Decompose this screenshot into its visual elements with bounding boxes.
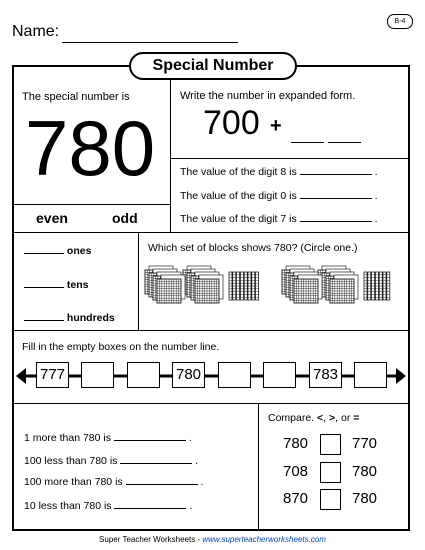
- more-less-row: 10 less than 780 is .: [24, 500, 193, 512]
- worksheet-title: Special Number: [129, 52, 297, 80]
- number-line-box[interactable]: [127, 362, 160, 388]
- ten-rod-block: [372, 272, 375, 300]
- number-line-box: 777: [36, 362, 69, 388]
- divider-v2: [138, 232, 139, 330]
- place-value-tens: tens: [24, 279, 89, 291]
- compare-left-value: 780: [283, 435, 309, 452]
- place-value-ones: ones: [24, 245, 91, 257]
- compare-answer-box[interactable]: [320, 434, 341, 455]
- place-value-hundreds: hundreds: [24, 312, 115, 324]
- odd-option[interactable]: odd: [112, 210, 138, 226]
- number-line-box[interactable]: [81, 362, 114, 388]
- ten-rod-block: [256, 272, 259, 300]
- hundred-flat-block: [294, 275, 322, 303]
- digit-value-row: The value of the digit 0 is .: [180, 190, 378, 202]
- number-line: [14, 362, 409, 390]
- ten-rod-block: [229, 272, 232, 300]
- name-label: Name:: [12, 23, 60, 40]
- even-option[interactable]: even: [36, 210, 68, 226]
- expanded-form-hundreds: 700: [203, 104, 260, 142]
- expanded-plus-sign: +: [270, 115, 282, 137]
- expanded-ones-blank[interactable]: [328, 142, 361, 143]
- compare-left-value: 870: [283, 490, 309, 507]
- number-line-box[interactable]: [354, 362, 387, 388]
- answer-blank[interactable]: [24, 287, 64, 288]
- footer-link[interactable]: www.superteacherworksheets.com: [202, 535, 326, 544]
- base-ten-blocks-set-b[interactable]: [280, 262, 402, 322]
- answer-blank[interactable]: [114, 508, 186, 509]
- divider-h2: [14, 330, 409, 331]
- digit-value-row: The value of the digit 8 is .: [180, 166, 378, 178]
- divider-v3: [258, 403, 259, 530]
- footer: Super Teacher Worksheets - www.superteacherworksheets.com: [99, 535, 326, 544]
- more-less-row: 100 more than 780 is .: [24, 476, 204, 488]
- divider-even-odd: [14, 204, 170, 205]
- divider-h3: [14, 403, 409, 404]
- hundred-flat-block: [157, 275, 185, 303]
- compare-left-value: 708: [283, 463, 309, 480]
- expanded-form-instruction: Write the number in expanded form.: [180, 90, 356, 102]
- hundred-flat-block: [330, 275, 358, 303]
- compare-answer-box[interactable]: [320, 462, 341, 483]
- number-line-instruction: Fill in the empty boxes on the number line.: [22, 341, 220, 353]
- ten-rod-block: [387, 272, 390, 300]
- ten-rod-block: [383, 272, 386, 300]
- answer-blank[interactable]: [24, 253, 64, 254]
- divider-expanded: [170, 158, 408, 159]
- more-less-row: 100 less than 780 is .: [24, 455, 199, 467]
- number-line-box: 783: [309, 362, 342, 388]
- ten-rod-block: [233, 272, 236, 300]
- compare-right-value: 780: [352, 463, 378, 480]
- name-line: [62, 42, 238, 43]
- expanded-tens-blank[interactable]: [291, 142, 324, 143]
- hundred-flat-block: [195, 275, 223, 303]
- answer-blank[interactable]: [300, 198, 372, 199]
- divider-h1: [14, 232, 409, 233]
- compare-instruction: Compare. <, >, or =: [268, 412, 360, 424]
- ten-rod-block: [240, 272, 243, 300]
- digit-value-row: The value of the digit 7 is .: [180, 213, 378, 225]
- divider-v1: [170, 80, 171, 232]
- ten-rod-block: [379, 272, 382, 300]
- more-less-row: 1 more than 780 is .: [24, 432, 192, 444]
- compare-right-value: 780: [352, 490, 378, 507]
- compare-answer-box[interactable]: [320, 489, 341, 510]
- answer-blank[interactable]: [120, 463, 192, 464]
- answer-blank[interactable]: [300, 221, 372, 222]
- ten-rod-block: [368, 272, 371, 300]
- answer-blank[interactable]: [300, 174, 372, 175]
- ten-rod-block: [244, 272, 247, 300]
- number-line-box[interactable]: [218, 362, 251, 388]
- special-number: 780: [25, 104, 156, 192]
- ten-rod-block: [375, 272, 378, 300]
- answer-blank[interactable]: [126, 484, 198, 485]
- answer-blank[interactable]: [24, 320, 64, 321]
- number-line-box[interactable]: [263, 362, 296, 388]
- ten-rod-block: [364, 272, 367, 300]
- compare-right-value: 770: [352, 435, 378, 452]
- worksheet-code-badge: B-4: [387, 14, 413, 29]
- base-ten-blocks-set-a[interactable]: [143, 262, 263, 322]
- special-number-label: The special number is: [22, 91, 130, 103]
- blocks-question: Which set of blocks shows 780? (Circle one.): [148, 242, 358, 254]
- answer-blank[interactable]: [114, 440, 186, 441]
- number-line-box: 780: [172, 362, 205, 388]
- ten-rod-block: [237, 272, 240, 300]
- ten-rod-block: [252, 272, 255, 300]
- ten-rod-block: [248, 272, 251, 300]
